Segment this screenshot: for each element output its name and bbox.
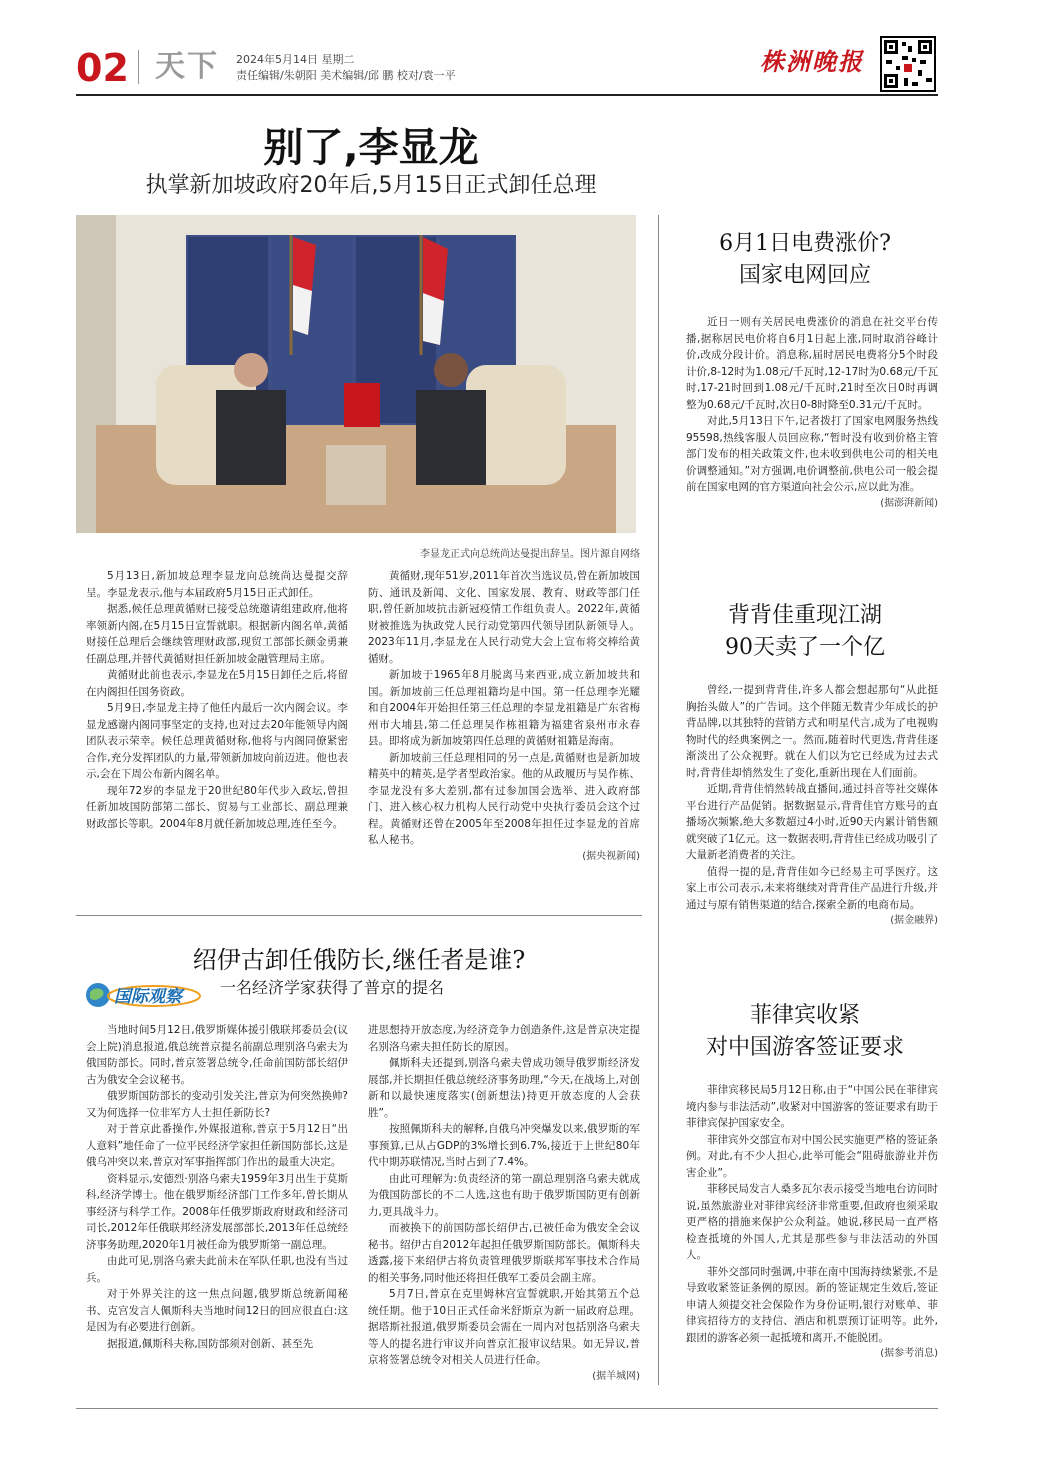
qr-code-icon	[880, 36, 936, 92]
paragraph: 菲移民局发言人桑多瓦尔表示接受当地电台访问时说,虽然旅游业对菲律宾经济非常重要,但政府也须采取更严格的措施来保护公众利益。她说,移民局一直严格检查抵境的外国人,尤其是那些参与非法活动的外国人。	[686, 1183, 938, 1261]
article-source: (据参考消息)	[880, 1348, 938, 1359]
paragraph: 据报道,佩斯科夫称,国防部须对创新、甚至先	[107, 1337, 314, 1350]
main-article-col1	[86, 568, 348, 832]
logo-icon	[756, 44, 868, 78]
badge-text: 国际观察	[114, 987, 182, 1007]
bottom-article-col2	[368, 1022, 640, 1385]
section-divider	[76, 915, 642, 916]
news-photo	[76, 215, 636, 533]
paragraph: 当地时间5月12日,俄罗斯媒体援引俄联邦委员会(议会上院)消息报道,俄总统普京提名前副总理别洛乌索夫为俄国防部长。同时,普京签署总统令,任命前国防部长绍伊古为俄安全会议秘书。	[86, 1024, 348, 1086]
side3-body	[686, 1082, 938, 1363]
paragraph: 曾经,一提到背背佳,许多人都会想起那句“从此挺胸抬头做人”的广告词。这个伴随无数青少年成长的护背品牌,以其独特的营销方式和明星代言,成为了电视购物时代的经典案例之一。然而,随着时代更迭,背背佳逐渐淡出了公众视野。就在人们以为它已经成为过去式时,背背佳却悄然发生了变化,重新出现在人们面前。	[686, 684, 938, 779]
side1-headline	[672, 228, 938, 292]
paragraph: 由此可理解为:负责经济的第一副总理别洛乌索夫就成为俄国防部长的不二人选,这也有助于俄罗斯国防更有创新力,更具战斗力。	[368, 1172, 640, 1218]
header-rule	[76, 94, 938, 96]
international-badge	[84, 980, 224, 1010]
page-number: 02	[76, 46, 129, 90]
footer-rule	[76, 1408, 938, 1409]
paragraph: 进思想持开放态度,为经济竞争力创造条件,这是普京决定提名别洛乌索夫担任防长的原因。	[368, 1024, 640, 1053]
paragraph: 5月9日,李显龙主持了他任内最后一次内阁会议。李显龙感谢内阁同事坚定的支持,也对过去20年能领导内阁团队表示荣幸。候任总理黄循财称,他将与内阁同僚紧密合作,充分发挥团队的力量,带领新加坡向前迈进。他也表示,会在下周公布新内阁名单。	[86, 702, 348, 780]
main-subheadline: 执掌新加坡政府20年后,5月15日正式卸任总理	[145, 173, 597, 198]
headline-line: 背背佳重现江湖	[727, 603, 882, 628]
paragraph: 资料显示,安德烈·别洛乌索夫1959年3月出生于莫斯科,经济学博士。他在俄罗斯经济部门工作多年,曾长期从事经济与科学工作。2008年任俄罗斯政府财政和经济司司长,2012年任俄联邦经济发展部部长,2013年任总统经济事务助理,2020年1月被任命为俄罗斯第一副总理。	[86, 1172, 348, 1251]
header-divider	[138, 50, 139, 84]
date-line: 2024年5月14日 星期二	[236, 53, 355, 66]
headline-line: 国家电网回应	[738, 263, 871, 288]
main-article-col2	[368, 568, 640, 865]
paragraph: 近日一则有关居民电费涨价的消息在社交平台传播,据称居民电价将自6月1日起上涨,同时取消谷峰计价,改成分段计价。消息称,届时居民电费将分5个时段计价,8-12时为1.08元/千瓦时,12-17时为0.68元/千瓦时,17-21时回到1.08元/千瓦时,21时至次日0时再调整为0.68元/千瓦时,次日0-8时降至0.31元/千瓦时。	[686, 316, 938, 411]
editors-line: 责任编辑/朱朝阳 美术编辑/邱 鹏 校对/袁一平	[236, 69, 456, 82]
newspaper-logo	[756, 44, 868, 78]
paragraph: 对于外界关注的这一焦点问题,俄罗斯总统新闻秘书、克宫发言人佩斯科夫当地时间12日的回应很直白:这是因为有必要进行创新。	[86, 1288, 348, 1333]
paragraph: 据悉,候任总理黄循财已接受总统邀请组建政府,他将率领新内阁,在5月15日宣誓就职。根据新内阁名单,黄循财接任总理后会继续管理财政部,现贸工部部长颜金勇兼任副总理,并替代黄循财担任新加坡金融管理局主席。	[86, 603, 348, 665]
paragraph: 5月7日,普京在克里姆林宫宣誓就职,开始其第五个总统任期。他于10日正式任命米舒斯京为新一届政府总理。据塔斯社报道,俄罗斯委员会需在一周内对包括别洛乌索夫等人的提名进行审议并向普京汇报审议结果。如无异议,普京将签署总统令对相关人员进行任命。	[368, 1288, 640, 1366]
article-source: (据羊城网)	[592, 1370, 640, 1382]
paragraph: 俄罗斯国防部长的变动引发关注,普京为何突然换帅?又为何选择一位非军方人士担任新防长?	[86, 1090, 348, 1119]
paragraph: 现年72岁的李显龙于20世纪80年代步入政坛,曾担任新加坡国防部第二部长、贸易与工业部长、副总理兼财政部长等职。2004年8月就任新加坡总理,连任至今。	[86, 784, 348, 830]
headline-line: 菲律宾收紧	[749, 1003, 860, 1028]
side2-headline	[672, 600, 938, 664]
paragraph: 而被换下的前国防部长绍伊古,已被任命为俄安全会议秘书。绍伊古自2012年起担任俄罗斯国防部长。佩斯科夫透露,接下来绍伊古将负责管理俄罗斯联邦军事技术合作局的相关事务,同时他还将担任俄军工委员会副主席。	[368, 1222, 640, 1284]
side2-body	[686, 682, 938, 930]
bottom-headline: 绍伊古卸任俄防长,继任者是谁?	[192, 946, 526, 974]
side3-headline	[672, 1000, 938, 1064]
paragraph: 新加坡前三任总理相同的另一点是,黄循财也是新加坡精英中的精英,是学者型政治家。他的从政履历与吴作栋、李显龙没有多大差别,都有过参加国会选举、进入政府部门、进入核心权力机构人民行动党中央执行委员会这个过程。黄循财还曾在2005年至2008年担任过李显龙的首席私人秘书。	[368, 751, 640, 846]
side1-body	[686, 314, 938, 512]
paragraph: 黄循财此前也表示,李显龙在5月15日卸任之后,将留在内阁担任国务资政。	[86, 669, 348, 698]
photo-caption: 李显龙正式向总统尚达曼提出辞呈。图片源自网络	[420, 549, 640, 560]
article-source: (据金融界)	[890, 915, 938, 926]
paragraph: 对于普京此番操作,外媒报道称,普京于5月12日“出人意料”地任命了一位平民经济学家担任新国防部长,这是俄乌冲突以来,普京对军事指挥部门作出的最重大决定。	[86, 1123, 348, 1168]
main-headline: 别了,李显龙	[263, 125, 479, 171]
article-source: (据澎湃新闻)	[880, 497, 938, 509]
paragraph: 新加坡于1965年8月脱离马来西亚,成立新加坡共和国。新加坡前三任总理祖籍均是中国。第一任总理李光耀和自2004年开始担任第三任总理的李显龙祖籍是广东省梅州市大埔县,第二任总理吴作栋祖籍为福建省泉州市永春县。即将成为新加坡第四任总理的黄循财祖籍是海南。	[368, 669, 640, 747]
paragraph: 由此可见,别洛乌索夫此前未在军队任职,也没有当过兵。	[86, 1255, 348, 1284]
paragraph: 菲外交部同时强调,中菲在南中国海持续紧张,不是导致收紧签证条例的原因。新的签证规定生效后,签证申请人须提交社会保险作为身份证明,银行对账单、菲律宾招待方的支持信、酒店和机票预订证明等。此外,跟团的游客必须一起抵境和离开,不能脱团。	[686, 1265, 938, 1344]
paragraph: 黄循财,现年51岁,2011年首次当选议员,曾在新加坡国防、通讯及新闻、文化、国家发展、教育、财政等部门任职,曾任新加坡抗击新冠疫情工作组负责人。2022年,黄循财被推选为执政党人民行动党第四代领导团队新领导人。2023年11月,李显龙在人民行动党大会上宣布将交棒给黄循财。	[368, 570, 640, 665]
paragraph: 菲律宾移民局5月12日称,由于“中国公民在菲律宾境内参与非法活动”,收紧对中国游客的签证要求有助于菲律宾保护国家安全。	[686, 1084, 938, 1129]
header-meta	[236, 52, 456, 84]
logo-text: 株洲晚报	[760, 47, 864, 76]
paragraph: 近期,背背佳悄然转战直播间,通过抖音等社交媒体平台进行产品促销。据数据显示,背背佳官方账号的直播场次频繁,绝大多数超过4小时,近90天内累计销售额就突破了1亿元。这一数据表明,背背佳已经成功吸引了大量新老消费者的关注。	[686, 783, 938, 861]
bottom-subheadline: 一名经济学家获得了普京的提名	[220, 978, 445, 997]
paragraph: 佩斯科夫还提到,别洛乌索夫曾成功领导俄罗斯经济发展部,并长期担任俄总统经济事务助理,“今天,在战场上,对创新和以最快速度落实(创新想法)持更开放态度的人会获胜”。	[368, 1057, 640, 1119]
section-name: 天下	[155, 49, 219, 84]
headline-line: 90天卖了一个亿	[725, 635, 885, 660]
paragraph: 值得一提的是,背背佳如今已经易主可孚医疗。这家上市公司表示,未来将继续对背背佳产品进行升级,并通过与原有销售渠道的结合,探索全新的电商布局。	[686, 865, 938, 911]
bottom-article-col1	[86, 1022, 348, 1352]
headline-line: 6月1日电费涨价?	[719, 231, 891, 256]
column-divider	[658, 215, 659, 1385]
paragraph: 对此,5月13日下午,记者拨打了国家电网服务热线95598,热线客服人员回应称,“暂时没有收到价格主管部门发布的相关政策文件,也未收到供电公司的相关电价调整通知。”对方强调,电价调整前,供电公司一般会提前在国家电网的官方渠道向社会公示,应以此为准。	[686, 415, 938, 493]
paragraph: 按照佩斯科夫的解释,自俄乌冲突爆发以来,俄罗斯的军事预算,已从占GDP的3%增长到6.7%,接近于上世纪80年代中期苏联情况,当时占到了7.4%。	[368, 1123, 640, 1168]
paragraph: 菲律宾外交部宣布对中国公民实施更严格的签证条例。对此,有不少人担心,此举可能会“阻碍旅游业并伤害企业”。	[686, 1133, 938, 1179]
article-source: (据央视新闻)	[582, 850, 640, 862]
headline-line: 对中国游客签证要求	[705, 1035, 904, 1060]
paragraph: 5月13日,新加坡总理李显龙向总统尚达曼提交辞呈。李显龙表示,他与本届政府5月15日正式卸任。	[86, 570, 348, 599]
